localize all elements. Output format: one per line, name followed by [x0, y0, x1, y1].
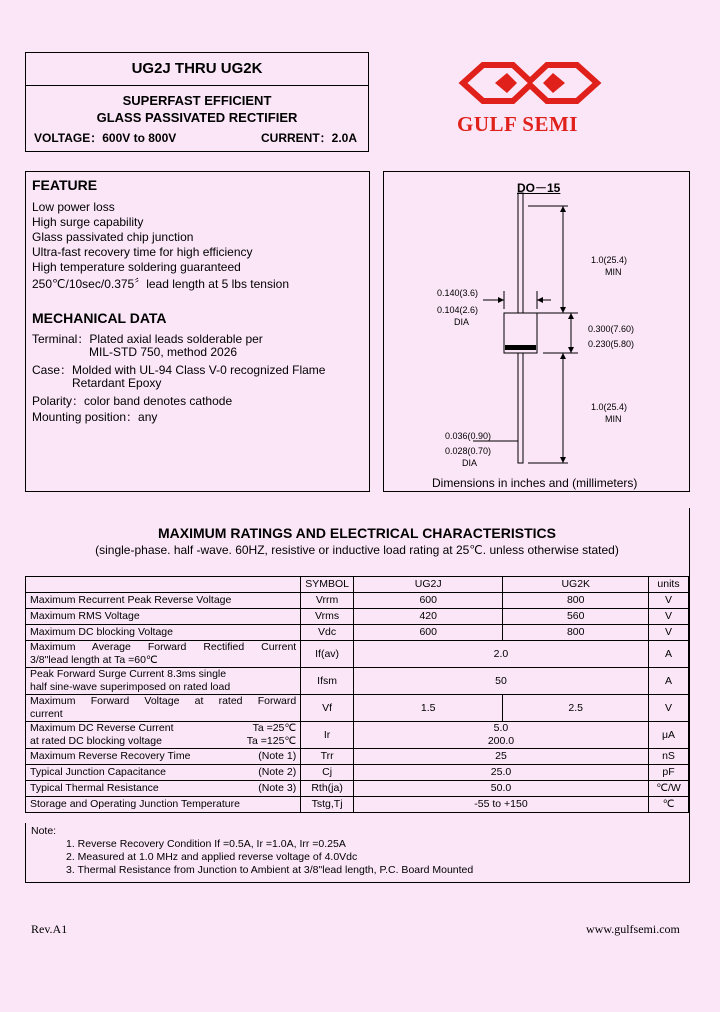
lead-diameter-label: DIA: [462, 458, 478, 468]
param-line: Maximum Average Forward Rectified Current: [30, 641, 297, 653]
feature-item: Ultra-fast recovery time for high efficiency: [32, 245, 253, 259]
symbol-cell: If(av): [301, 641, 354, 668]
table-row: [26, 695, 689, 722]
company-logo-icon: [455, 57, 605, 109]
ratings-title: MAXIMUM RATINGS AND ELECTRICAL CHARACTERISTICS: [158, 525, 556, 541]
mechanical-terminal: Terminal：Plated axial leads solderable per: [32, 332, 263, 346]
mechanical-terminal-std: MIL-STD 750, method 2026: [89, 345, 238, 359]
value-cell: 2.5: [503, 695, 649, 722]
value-cell: 600: [353, 593, 503, 609]
symbol-cell: Ir: [301, 722, 354, 749]
param-cell: Maximum RMS Voltage: [26, 609, 301, 625]
value-cell: 25.0: [353, 765, 648, 781]
mechanical-polarity: Polarity：color band denotes cathode: [32, 394, 233, 408]
revision-label: Rev.A1: [31, 922, 68, 936]
symbol-cell: Vrms: [301, 609, 354, 625]
unit-cell: nS: [649, 749, 689, 765]
condition-text: Ta =25℃: [252, 722, 297, 734]
body-length-max: 0.300(7.60): [588, 324, 635, 334]
title-box: [25, 52, 369, 152]
lead-length-bottom-min: MIN: [605, 414, 622, 424]
unit-cell: ℃: [649, 797, 689, 813]
website-link[interactable]: www.gulfsemi.com: [586, 922, 680, 936]
lead-length-bottom: 1.0(25.4): [591, 402, 628, 412]
note-ref: (Note 2): [258, 766, 297, 778]
unit-cell: ℃/W: [649, 781, 689, 797]
table-row: [26, 749, 689, 765]
subtitle-line-1: SUPERFAST EFFICIENT: [122, 93, 272, 108]
package-name: DO－15: [517, 181, 561, 195]
value-cell: [353, 722, 648, 749]
value-cell: 420: [353, 609, 503, 625]
diode-outline-drawing: [383, 171, 690, 492]
symbol-cell: Ifsm: [301, 668, 354, 695]
table-row: [26, 722, 689, 749]
mechanical-mounting: Mounting position：any: [32, 410, 158, 424]
value-cell: 1.5: [353, 695, 503, 722]
voltage-spec: VOLTAGE：600V to 800V: [34, 131, 177, 145]
symbol-cell: Vdc: [301, 625, 354, 641]
table-row: [26, 641, 689, 668]
body-length-min: 0.230(5.80): [588, 339, 635, 349]
value-line: 5.0: [493, 722, 509, 734]
symbol-cell: Tstg,Tj: [301, 797, 354, 813]
body-diameter-min: 0.104(2.6): [437, 305, 479, 315]
unit-cell: pF: [649, 765, 689, 781]
value-cell: 50: [353, 668, 648, 695]
col-units: units: [649, 577, 689, 593]
note-1: 1. Reverse Recovery Condition If =0.5A, Ir =1.0A, Irr =0.25A: [66, 838, 346, 850]
subtitle-line-2: GLASS PASSIVATED RECTIFIER: [96, 110, 298, 125]
ratings-subtitle: (single-phase. half -wave. 60HZ, resistive or inductive load rating at 25℃. unless otherwise stated): [95, 543, 619, 557]
param-line: Peak Forward Surge Current 8.3ms single: [30, 668, 227, 680]
value-cell: 800: [503, 593, 649, 609]
param-line: at rated DC blocking voltage: [30, 735, 162, 747]
dimension-caption: Dimensions in inches and (millimeters): [432, 476, 638, 490]
table-row: [26, 625, 689, 641]
col-ug2j: UG2J: [353, 577, 503, 593]
symbol-cell: Cj: [301, 765, 354, 781]
table-row: [26, 781, 689, 797]
unit-cell: A: [649, 668, 689, 695]
logo-text: GULF SEMI: [457, 112, 578, 136]
table-row: [26, 797, 689, 813]
mechanical-case-2: Retardant Epoxy: [72, 376, 162, 390]
param-line: Maximum Reverse Recovery Time: [30, 750, 191, 762]
value-cell: 560: [503, 609, 649, 625]
table-row: [26, 668, 689, 695]
note-ref: (Note 3): [258, 782, 297, 794]
symbol-cell: Trr: [301, 749, 354, 765]
current-spec: CURRENT：2.0A: [261, 131, 358, 145]
table-row: [26, 765, 689, 781]
feature-item: High surge capability: [32, 215, 144, 229]
value-cell: 600: [353, 625, 503, 641]
param-cell: [26, 695, 301, 722]
value-cell: 50.0: [353, 781, 648, 797]
symbol-cell: Vf: [301, 695, 354, 722]
param-cell: [26, 749, 301, 765]
table-row: [26, 593, 689, 609]
param-cell: [26, 641, 301, 668]
table-header-row: [26, 577, 689, 593]
value-cell: -55 to +150: [353, 797, 648, 813]
feature-title: FEATURE: [32, 177, 98, 193]
lead-diameter-min: 0.028(0.70): [445, 446, 492, 456]
title-divider: [26, 85, 368, 86]
body-diameter-max: 0.140(3.6): [437, 288, 479, 298]
param-line: Maximum Forward Voltage at rated Forward: [30, 695, 297, 707]
ratings-table: [25, 576, 689, 813]
param-line: half sine-wave superimposed on rated load: [30, 681, 231, 693]
unit-cell: V: [649, 593, 689, 609]
param-cell: Maximum DC blocking Voltage: [26, 625, 301, 641]
feature-item: Low power loss: [32, 200, 115, 214]
lead-length-top-min: MIN: [605, 267, 622, 277]
symbol-cell: Vrrm: [301, 593, 354, 609]
param-line: current: [30, 708, 63, 720]
feature-item: 250℃/10sec/0.375〞lead length at 5 lbs tension: [32, 277, 289, 291]
part-range-title: UG2J THRU UG2K: [131, 60, 263, 77]
note-ref: (Note 1): [258, 750, 297, 762]
mechanical-case: Case：Molded with UL-94 Class V-0 recognized Flame: [32, 363, 326, 377]
param-line: Maximum DC Reverse Current: [30, 722, 174, 734]
value-cell: 800: [503, 625, 649, 641]
col-symbol: SYMBOL: [301, 577, 354, 593]
unit-cell: V: [649, 625, 689, 641]
note-3: 3. Thermal Resistance from Junction to Ambient at 3/8"lead length, P.C. Board Mounted: [66, 864, 474, 876]
param-line: 3/8"lead length at Ta =60℃: [30, 654, 158, 666]
lead-diameter-max: 0.036(0.90): [445, 431, 492, 441]
value-line: 200.0: [487, 735, 515, 747]
feature-item: High temperature soldering guaranteed: [32, 260, 241, 274]
mechanical-title: MECHANICAL DATA: [32, 310, 167, 326]
param-cell: [26, 781, 301, 797]
param-cell: [26, 668, 301, 695]
feature-item: Glass passivated chip junction: [32, 230, 194, 244]
condition-text: Ta =125℃: [246, 735, 297, 747]
body-diameter-label: DIA: [454, 317, 470, 327]
table-row: [26, 609, 689, 625]
param-cell: [26, 722, 301, 749]
unit-cell: V: [649, 609, 689, 625]
param-line: Typical Junction Capacitance: [30, 766, 166, 778]
unit-cell: V: [649, 695, 689, 722]
param-cell: Maximum Recurrent Peak Reverse Voltage: [26, 593, 301, 609]
unit-cell: A: [649, 641, 689, 668]
param-line: Typical Thermal Resistance: [30, 782, 159, 794]
param-cell: Storage and Operating Junction Temperature: [26, 797, 301, 813]
param-cell: [26, 765, 301, 781]
symbol-cell: Rth(ja): [301, 781, 354, 797]
unit-cell: μA: [649, 722, 689, 749]
notes-label: Note:: [31, 825, 57, 837]
lead-length-top: 1.0(25.4): [591, 255, 628, 265]
note-2: 2. Measured at 1.0 MHz and applied reverse voltage of 4.0Vdc: [66, 851, 358, 863]
col-ug2k: UG2K: [503, 577, 649, 593]
value-cell: 2.0: [353, 641, 648, 668]
value-cell: 25: [353, 749, 648, 765]
